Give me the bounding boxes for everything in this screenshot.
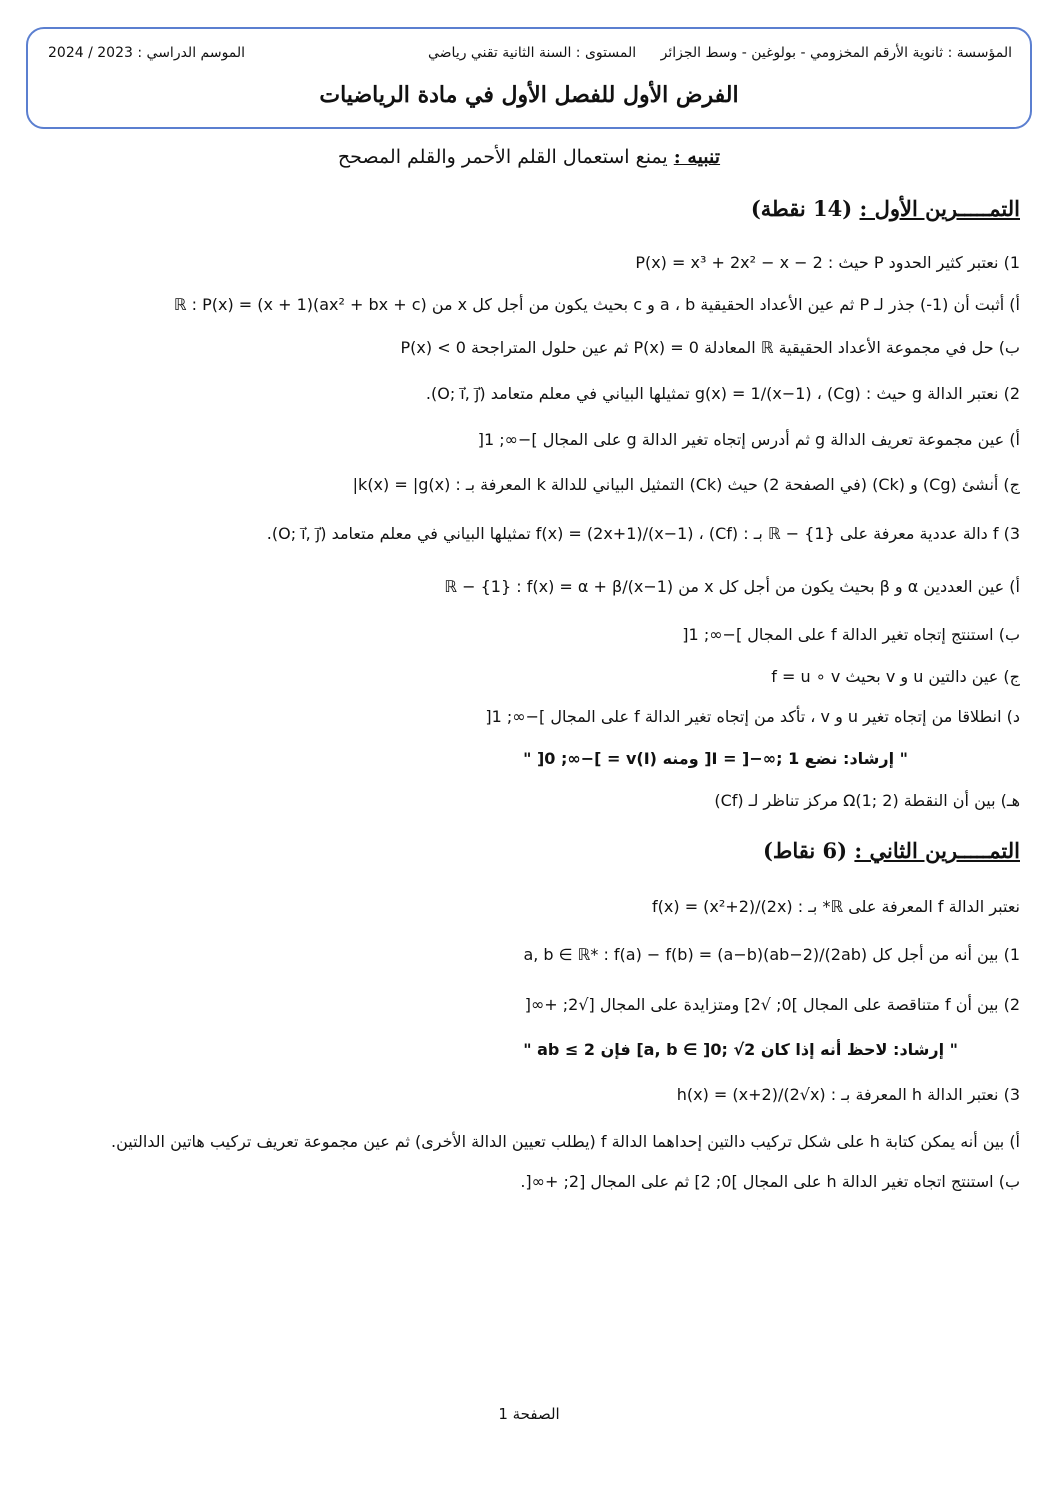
ex1-line-6: ج) أنشئ (Cg) و (Ck) (في الصفحة 2) حيث (Ck) التمثيل البياني للدالة k المعرفة بـ : k(x) = |g(x)| [352, 475, 1020, 494]
exercise2-heading: التمـــــرين الثاني : [854, 838, 1020, 863]
ex1-line-3: ب) حل في مجموعة الأعداد الحقيقية ℝ المعادلة P(x) = 0 ثم عين حلول المتراجحة P(x) < 0 [400, 338, 1020, 357]
ex1-line-7: 3) f دالة عددية معرفة على ℝ − {1} بـ : f(x) = (2x+1)/(x−1) ، (Cf) تمثيلها البياني في معلم متعامد (O; i⃗, j⃗). [266, 524, 1020, 543]
ex2-hint: " إرشاد: لاحظ أنه إذا كان a, b ∈ ]0; √2] فإن ab ≤ 2 " [523, 1040, 958, 1059]
notice-label: تنبيه : [673, 146, 721, 168]
ex1-line-5: أ) عين مجموعة تعريف الدالة g ثم أدرس إتجاه تغير الدالة g على المجال ]−∞; 1[ [477, 430, 1020, 449]
ex1-line-1: 1) نعتبر كثير الحدود P حيث : P(x) = x³ + 2x² − x − 2 [635, 253, 1020, 272]
ex2-line-1: نعتبر الدالة f المعرفة على ℝ* بـ : f(x) = (x²+2)/(2x) [652, 897, 1020, 916]
notice [0, 146, 1058, 168]
ex1-line-2: أ) أثبت أن (1-) جذر لـ P ثم عين الأعداد الحقيقية a ، b و c بحيث يكون من أجل كل x من ℝ : P(x) = (x + 1)(ax² + bx + c) [173, 295, 1020, 314]
ex1-line-9: ب) استنتج إتجاه تغير الدالة f على المجال ]−∞; 1[ [682, 625, 1020, 644]
ex1-line-10: ج) عين دالتين u و v بحيث f = u ∘ v [771, 667, 1020, 686]
ex1-line-11: د) انطلاقا من إتجاه تغير u و v ، تأكد من إتجاه تغير الدالة f على المجال ]−∞; 1[ [485, 707, 1020, 726]
notice-text: يمنع استعمال القلم الأحمر والقلم المصحح [337, 146, 674, 168]
exam-title: الفرض الأول للفصل الأول في مادة الرياضيات [319, 82, 739, 108]
header-box [26, 27, 1032, 129]
school-name: المؤسسة : ثانوية الأرقم المخزومي - بولوغين - وسط الجزائر [660, 45, 1012, 61]
ex1-line-8: أ) عين العددين α و β بحيث يكون من أجل كل x من ℝ − {1} : f(x) = α + β/(x−1) [444, 577, 1020, 596]
ex2-line-7: ب) استنتج اتجاه تغير الدالة h على المجال ]0; 2] ثم على المجال [2; +∞[. [520, 1172, 1020, 1191]
exercise1-points: (14 نقطة) [750, 196, 860, 221]
ex1-line-4: 2) نعتبر الدالة g حيث : g(x) = 1/(x−1) ، (Cg) تمثيلها البياني في معلم متعامد (O; i⃗, j⃗). [425, 384, 1020, 403]
page-number: الصفحة 1 [498, 1405, 560, 1423]
exercise1-heading: التمـــــرين الأول : [859, 196, 1020, 221]
exercise2-title [763, 838, 1020, 863]
school-season: الموسم الدراسي : 2023 / 2024 [48, 45, 246, 61]
exercise1-title [751, 196, 1020, 221]
ex2-line-3: 2) بين أن f متناقصة على المجال ]0; √2] ومتزايدة على المجال [√2; +∞[ [524, 995, 1020, 1014]
exercise2-points: (6 نقاط) [762, 838, 855, 863]
ex1-line-13: هـ) بين أن النقطة Ω(1; 2) مركز تناظر لـ (Cf) [714, 791, 1020, 810]
ex1-hint: " إرشاد: نضع I = ]−∞; 1[ ومنه v(I) = ]−∞; 0[ " [523, 749, 908, 768]
level: المستوى : السنة الثانية تقني رياضي [428, 45, 637, 61]
ex2-line-5: 3) نعتبر الدالة h المعرفة بـ : h(x) = (x+2)/(2√x) [676, 1085, 1020, 1104]
ex2-line-2: 1) بين أنه من أجل كل a, b ∈ ℝ* : f(a) − f(b) = (a−b)(ab−2)/(2ab) [523, 945, 1020, 964]
ex2-line-6: أ) بين أنه يمكن كتابة h على شكل تركيب دالتين إحداهما الدالة f (يطلب تعيين الدالة الأخرى) ثم عين مجموعة تعريف تركيب هاتين الدالتين. [111, 1132, 1020, 1151]
